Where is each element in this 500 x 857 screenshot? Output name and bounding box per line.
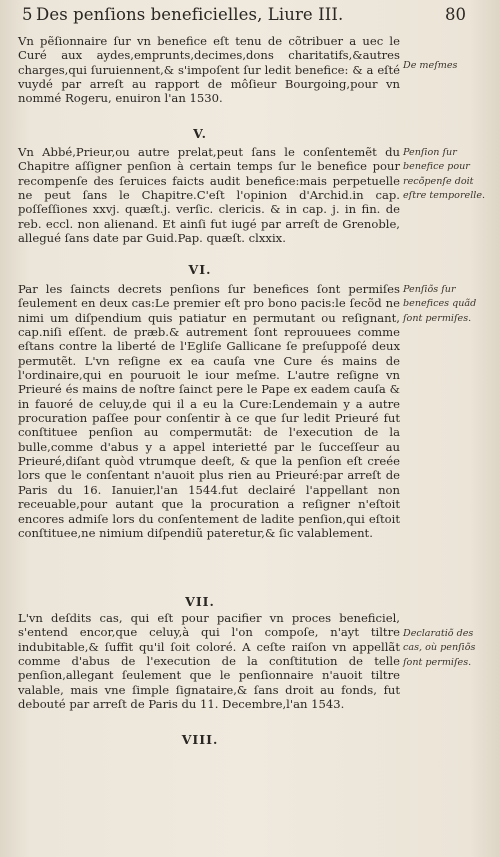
running-header	[22, 5, 472, 27]
running-title: Des penſions beneficielles, Liure III.	[36, 5, 344, 24]
paragraph-4	[18, 611, 400, 711]
paragraph-text: Vn pẽſionnaire ſur vn benefice eſt tenu de cõtribuer a uec le Curé aux aydes,emprunts,decimes,dons charitatifs,&autres charges,qui ſuruiennent,& s'impoſent ſur ledit benefice: & a eſté vuydé par arreſt au rapport de môſieur Bourgoing,pour vn nommé Rogeru, enuiron l'an 1530.	[18, 34, 400, 106]
side-note-1: De meſmes	[403, 60, 458, 71]
paragraph-text: Par les ſaincts decrets penſions ſur benefices ſont permiſes ſeulement en deux cas:Le premier eſt pro bono pacis:le ſecõd ne nimi um diſpendium quis patiatur en permutant ou reſignant, cap.niſi eſſent. de præb.& autrement ſont reprouuees comme eſtans contre la liberté de l'Egliſe Gallicane ſe preſuppoſé deux permutẽt. L'vn reſigne ex ea cauſa vne Cure és mains de l'ordinaire,qui en pouruoit le iour meſme. L'autre reſigne vn Prieuré és mains de noſtre ſainct pere le Pape ex eadem cauſa & in fauoré de celuy,de qui il a eu la Cure:Lendemain y a autre procuration paſſee pour conſentir à ce que ſur ledit Prieuré fut conſtituee penſion au compermutãt: de l'execution de la bulle,comme d'abus y a appel interietté par le ſucceſſeur au Prieuré,diſant quòd vtrumque deeſt, & que la penſion eſt creée lors que le conſentant n'auoit plus rien au Prieuré:par arreſt de Paris du 16. Ianuier,l'an 1544.fut declairé l'appellant non receuable,pour autant que la procuration a reſigner n'eſtoit encores admiſe lors du conſentement de ladite penſion,qui eſtoit conſtituee,ne nimium diſpendiũ pateretur,& ſic valablement.	[18, 282, 400, 540]
section-heading-vi: VI.	[188, 262, 212, 277]
side-note-3: Penſiõs ſur benefices quãd ſont permiſes.	[403, 284, 477, 324]
paragraph-1	[18, 34, 400, 106]
section-heading-vii: VII.	[185, 594, 215, 609]
section-heading-v: V.	[193, 126, 207, 141]
page-number-left: 5	[22, 5, 33, 24]
side-note-2: Penſion ſur benefice pour recõpenſe doit eſtre temporelle.	[403, 147, 486, 201]
paragraph-text: L'vn deſdits cas, qui eſt pour pacifier vn proces beneficiel, s'entend encor,que celuy,à qui l'on compoſe, n'ayt tiltre indubitable,& ſuffit qu'il ſoit coloré. A ceſte raiſon vn appellãt comme d'abus de l'execution de la conſtitution de telle penſion,allegant ſeulement que le penſionnaire n'auoit tiltre valable, mais vne ſimple ſignataire,& ſans droit au fonds, fut debouté par arreſt de Paris du 11. Decembre,l'an 1543.	[18, 611, 400, 712]
section-heading-viii: VIII.	[181, 732, 219, 747]
paragraph-2	[18, 145, 400, 245]
side-note-4: Declaratiõ des cas, où penſiõs ſont permiſes.	[403, 628, 476, 668]
paragraph-text: Vn Abbé,Prieur,ou autre prelat,peut ſans le conſentemẽt du Chapitre aſſigner penſion à certain temps ſur le benefice pour recompenſe des ſeruices faicts audit benefice:mais perpetuelle ne peut ſans le Chapitre.C'eſt l'opinion d'Archid.in cap. poſſeſſiones xxvj. quæſt.j. verſic. clericis. & in cap. j. in fin. de reb. eccl. non alienand. Et ainſi fut iugé par arreſt de Grenoble, allegué ſans date par Guid.Pap. quæſt. clxxix.	[18, 145, 400, 246]
paragraph-3	[18, 282, 400, 540]
folio-number: 80	[445, 5, 466, 24]
